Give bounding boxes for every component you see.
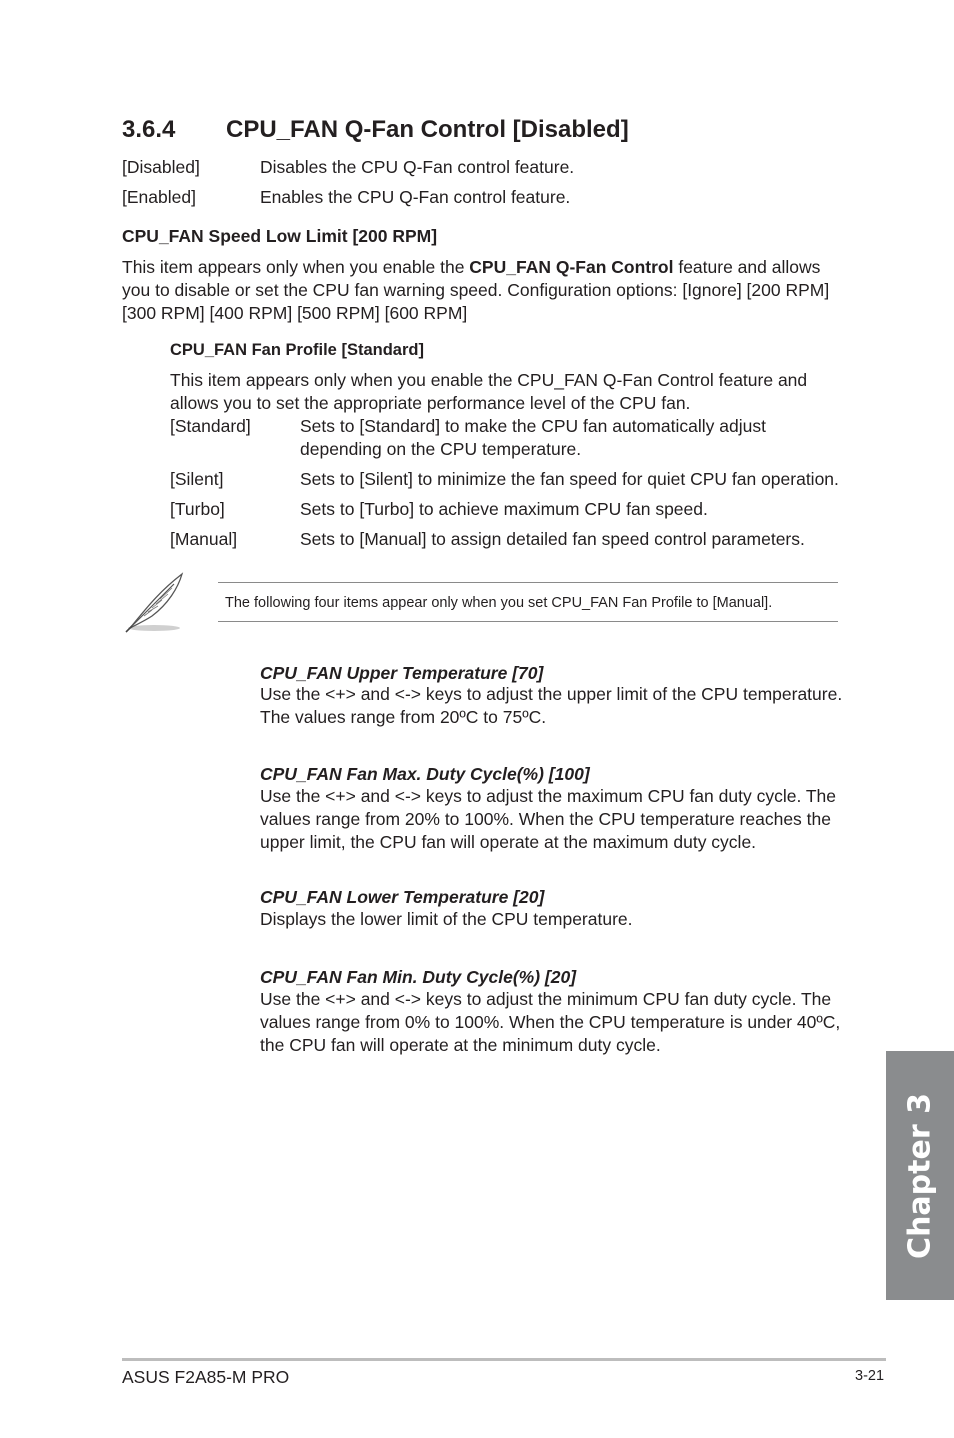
speed-limit-heading: CPU_FAN Speed Low Limit [200 RPM] <box>122 226 438 246</box>
speed-limit-text-1: This item appears only when you enable the <box>122 257 470 277</box>
section-number: 3.6.4 <box>122 116 176 143</box>
profile-option-desc-cont: depending on the CPU temperature. <box>300 439 582 459</box>
profile-option-key: [Standard] <box>170 416 251 436</box>
option-key: [Enabled] <box>122 187 196 207</box>
note-bottom-divider <box>218 621 838 622</box>
profile-option-desc: Sets to [Turbo] to achieve maximum CPU fan speed. <box>300 499 708 519</box>
footer-divider <box>122 1358 886 1361</box>
manual-item-text: Displays the lower limit of the CPU temperature. <box>260 909 633 929</box>
chapter-tab <box>886 1051 954 1300</box>
section-title-text: CPU_FAN Q-Fan Control [Disabled] <box>226 116 629 143</box>
speed-limit-bold: CPU_FAN Q-Fan Control <box>469 257 674 277</box>
note-text: The following four items appear only when you set CPU_FAN Fan Profile to [Manual]. <box>225 595 773 611</box>
option-desc: Disables the CPU Q-Fan control feature. <box>260 157 575 177</box>
chapter-tab-label: Chapter 3 <box>902 1092 938 1259</box>
manual-item-text: Use the <+> and <-> keys to adjust the maximum CPU fan duty cycle. The values range from 20% to 100%. When the CPU temperature reaches the upper limit, the CPU fan will operate at the maximum duty cycle. <box>260 786 837 852</box>
manual-item-heading: CPU_FAN Lower Temperature [20] <box>260 887 545 907</box>
manual-item-text: Use the <+> and <-> keys to adjust the minimum CPU fan duty cycle. The values range from 0% to 100%. When the CPU temperature is under 40ºC, the CPU fan will operate at the minimum duty cycle. <box>260 989 841 1055</box>
speed-limit-text-2: feature and allows you to disable or set the CPU fan warning speed. Configuration options: [Ignore] [200 RPM] [300 RPM] [400 RPM] [500 RPM] [600 RPM] <box>122 257 830 323</box>
section-title <box>122 116 629 144</box>
profile-option-desc: Sets to [Silent] to minimize the fan speed for quiet CPU fan operation. <box>300 469 839 489</box>
manual-item-heading: CPU_FAN Fan Min. Duty Cycle(%) [20] <box>260 967 577 987</box>
profile-option-key: [Turbo] <box>170 499 225 519</box>
option-key: [Disabled] <box>122 157 200 177</box>
profile-option-desc: Sets to [Standard] to make the CPU fan automatically adjust <box>300 416 766 436</box>
manual-item-heading: CPU_FAN Upper Temperature [70] <box>260 663 544 683</box>
profile-option-key: [Manual] <box>170 529 238 549</box>
option-desc: Enables the CPU Q-Fan control feature. <box>260 187 571 207</box>
profile-option-key: [Silent] <box>170 469 224 489</box>
note-top-divider <box>218 582 838 583</box>
footer-page-number: 3-21 <box>855 1368 885 1384</box>
speed-limit-paragraph <box>122 256 834 325</box>
profile-option-desc: Sets to [Manual] to assign detailed fan speed control parameters. <box>300 529 805 549</box>
fan-profile-intro: This item appears only when you enable the CPU_FAN Q-Fan Control feature and allows you to set the appropriate performance level of the CPU fan. <box>170 370 808 413</box>
fan-profile-heading: CPU_FAN Fan Profile [Standard] <box>170 341 424 359</box>
feather-pen-icon <box>122 570 186 634</box>
manual-item-text: Use the <+> and <-> keys to adjust the upper limit of the CPU temperature. The values range from 20ºC to 75ºC. <box>260 684 843 727</box>
footer-product: ASUS F2A85-M PRO <box>122 1367 290 1387</box>
manual-item-heading: CPU_FAN Fan Max. Duty Cycle(%) [100] <box>260 764 590 784</box>
